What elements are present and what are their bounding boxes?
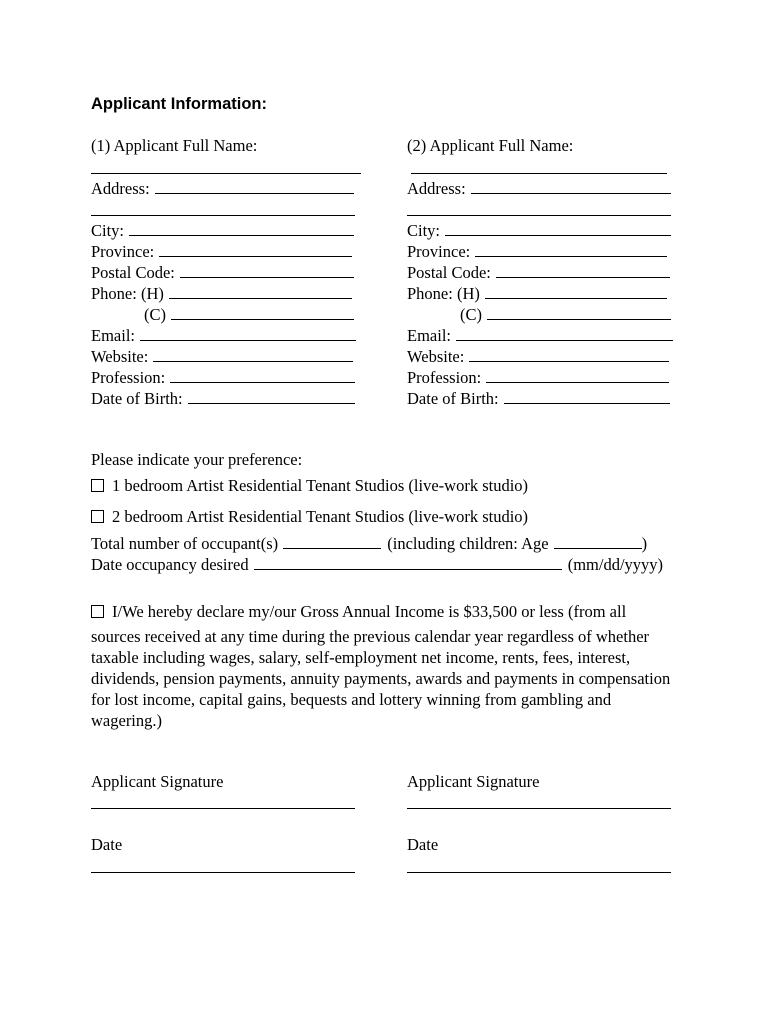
applicant2-date-label: Date — [407, 835, 439, 854]
applicant2-full-name-field[interactable] — [411, 173, 667, 174]
applicant2-postal-code-field[interactable] — [496, 262, 670, 278]
applicant1-address-row — [91, 178, 354, 199]
applicant1-profession-row — [91, 367, 355, 388]
income-declaration-first-line: I/We hereby declare my/our Gross Annual Income is $33,500 or less (from all — [112, 602, 627, 621]
option-2-bedroom-checkbox[interactable] — [91, 510, 104, 523]
applicant1-email-label: Email: — [91, 326, 135, 345]
applicant2-phone-cell-row — [460, 304, 671, 325]
occupancy-date-label: Date occupancy desired — [91, 555, 249, 574]
applicant1-province-row — [91, 241, 352, 262]
date-format-hint: (mm/dd/yyyy) — [567, 555, 664, 574]
applicant1-address-line2-field[interactable] — [91, 215, 355, 216]
applicant1-address-field[interactable] — [155, 178, 354, 194]
applicant1-phone-home-row — [91, 283, 352, 304]
applicant1-profession-field[interactable] — [170, 367, 355, 383]
children-age-close: ) — [641, 534, 648, 553]
applicant2-phone-cell-field[interactable] — [487, 304, 671, 320]
applicant1-phone-cell-label: (C) — [144, 305, 166, 324]
applicant2-website-field[interactable] — [469, 346, 669, 362]
applicant1-full-name-field[interactable] — [91, 173, 361, 174]
option-1-bedroom-label: 1 bedroom Artist Residential Tenant Studios (live-work studio) — [112, 476, 529, 495]
children-age-field[interactable] — [554, 533, 642, 549]
applicant1-dob-label: Date of Birth: — [91, 389, 183, 408]
income-declaration-checkbox[interactable] — [91, 605, 104, 618]
applicant1-city-row — [91, 220, 354, 241]
applicant2-province-label: Province: — [407, 242, 471, 261]
applicant1-dob-row — [91, 388, 355, 409]
applicant2-email-row — [407, 325, 673, 346]
income-declaration-text: sources received at any time during the previous calendar year regardless of whether taxable including wages, salary, self-employment net income, rents, fees, interest, dividends, pension payments, annuity payments, awards and payments in compensation for lost income, capital gains, bequests and lottery winning from gambling and wagering.) — [91, 627, 671, 730]
applicant1-signature-field[interactable] — [91, 808, 355, 809]
applicant2-province-field[interactable] — [475, 241, 667, 257]
applicant1-province-label: Province: — [91, 242, 155, 261]
option-1-bedroom-checkbox[interactable] — [91, 479, 104, 492]
preference-prompt: Please indicate your preference: — [91, 450, 303, 469]
applicant1-province-field[interactable] — [159, 241, 352, 257]
section-heading: Applicant Information: — [91, 95, 267, 113]
applicant2-dob-row — [407, 388, 670, 409]
applicant2-city-field[interactable] — [445, 220, 671, 236]
option-1-bedroom-row — [91, 476, 528, 496]
applicant1-phone-home-label: Phone: (H) — [91, 284, 164, 303]
applicant2-address-field[interactable] — [471, 178, 671, 194]
applicant1-phone-home-field[interactable] — [169, 283, 352, 299]
applicant1-profession-label: Profession: — [91, 368, 166, 387]
applicant2-address-line2-field[interactable] — [407, 215, 671, 216]
occupants-row — [91, 533, 647, 554]
occupancy-date-field[interactable] — [254, 554, 562, 570]
applicant2-address-row — [407, 178, 671, 199]
applicant2-city-label: City: — [407, 221, 441, 240]
applicant1-website-row — [91, 346, 353, 367]
option-2-bedroom-row — [91, 507, 528, 527]
applicant1-city-label: City: — [91, 221, 125, 240]
applicant2-email-label: Email: — [407, 326, 451, 345]
occupants-field[interactable] — [283, 533, 381, 549]
applicant2-website-row — [407, 346, 669, 367]
applicant2-profession-field[interactable] — [486, 367, 669, 383]
applicant1-full-name-label: (1) Applicant Full Name: — [91, 136, 258, 155]
occupancy-date-row — [91, 554, 663, 575]
applicant1-signature-label: Applicant Signature — [91, 772, 224, 791]
applicant1-dob-field[interactable] — [188, 388, 355, 404]
income-declaration-row — [91, 602, 626, 622]
applicant2-postal-code-row — [407, 262, 670, 283]
applicant1-postal-code-row — [91, 262, 354, 283]
applicant1-email-row — [91, 325, 356, 346]
applicant2-date-field[interactable] — [407, 872, 671, 873]
applicant1-website-field[interactable] — [153, 346, 353, 362]
applicant2-city-row — [407, 220, 671, 241]
applicant1-email-field[interactable] — [140, 325, 356, 341]
option-2-bedroom-label: 2 bedroom Artist Residential Tenant Studios (live-work studio) — [112, 507, 529, 526]
applicant2-profession-label: Profession: — [407, 368, 482, 387]
applicant1-date-label: Date — [91, 835, 123, 854]
applicant2-postal-code-label: Postal Code: — [407, 263, 491, 282]
applicant1-website-label: Website: — [91, 347, 149, 366]
applicant2-signature-field[interactable] — [407, 808, 671, 809]
applicant2-phone-cell-label: (C) — [460, 305, 482, 324]
applicant1-postal-code-label: Postal Code: — [91, 263, 175, 282]
applicant1-phone-cell-field[interactable] — [171, 304, 354, 320]
applicant2-email-field[interactable] — [456, 325, 673, 341]
applicant1-address-label: Address: — [91, 179, 150, 198]
applicant2-province-row — [407, 241, 667, 262]
applicant2-signature-label: Applicant Signature — [407, 772, 540, 791]
applicant2-phone-home-label: Phone: (H) — [407, 284, 480, 303]
applicant1-postal-code-field[interactable] — [180, 262, 354, 278]
applicant1-phone-cell-row — [144, 304, 354, 325]
occupants-label: Total number of occupant(s) — [91, 534, 279, 553]
applicant2-address-label: Address: — [407, 179, 466, 198]
applicant1-city-field[interactable] — [129, 220, 354, 236]
applicant2-dob-label: Date of Birth: — [407, 389, 499, 408]
children-age-label: (including children: Age — [387, 534, 549, 553]
applicant2-profession-row — [407, 367, 669, 388]
applicant2-full-name-label: (2) Applicant Full Name: — [407, 136, 574, 155]
applicant2-phone-home-row — [407, 283, 667, 304]
applicant2-dob-field[interactable] — [504, 388, 670, 404]
applicant2-website-label: Website: — [407, 347, 465, 366]
applicant1-date-field[interactable] — [91, 872, 355, 873]
applicant2-phone-home-field[interactable] — [485, 283, 667, 299]
